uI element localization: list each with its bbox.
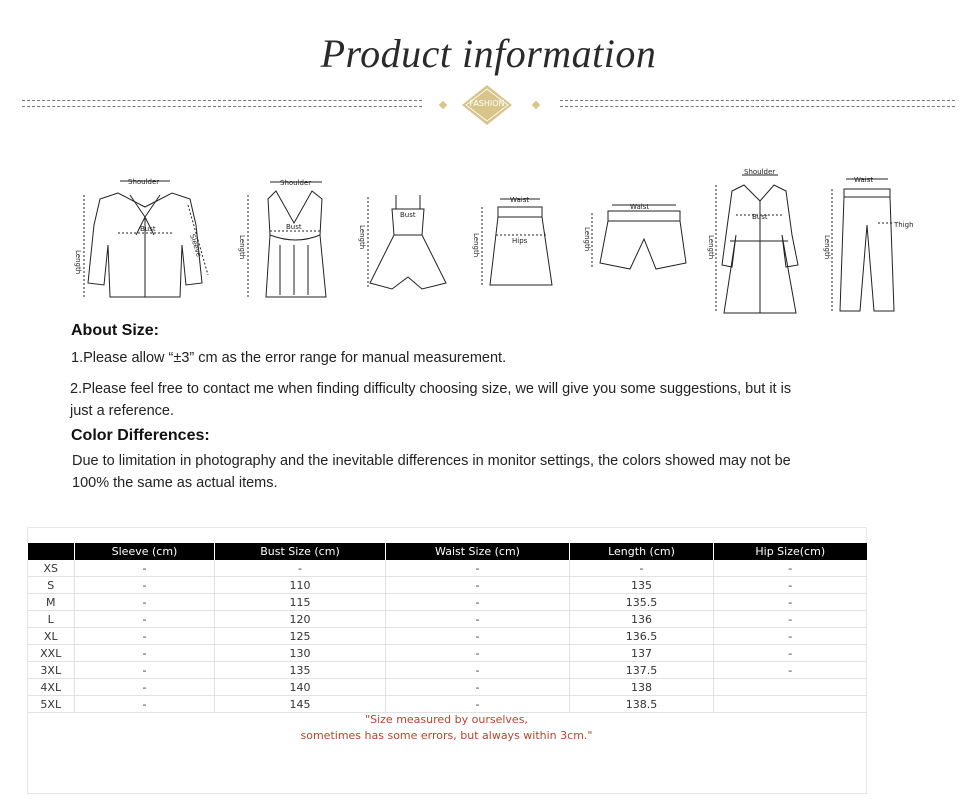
cell-bust: 145 [215,696,386,713]
column-header-bust: Bust Size (cm) [215,543,386,560]
cell-bust: - [215,560,386,577]
cell-hip: - [714,662,867,679]
cell-length: - [570,560,714,577]
vest-label-shoulder: Shoulder [280,179,312,187]
cell-length: 135 [570,577,714,594]
cell-length: 135.5 [570,594,714,611]
cell-bust: 135 [215,662,386,679]
cell-waist: - [386,645,570,662]
cell-bust: 120 [215,611,386,628]
cell-hip: - [714,577,867,594]
vest-top-icon [240,165,340,305]
cell-sleeve: - [75,611,215,628]
cell-bust: 130 [215,645,386,662]
cell-length: 136.5 [570,628,714,645]
color-differences-heading: Color Differences: [71,427,210,444]
cell-hip: - [714,645,867,662]
cell-sleeve: - [75,560,215,577]
blouse-label-bust: Bust [140,225,156,233]
cell-waist: - [386,628,570,645]
trousers-icon [822,165,922,320]
cell-waist: - [386,594,570,611]
coat-label-length: Length [707,235,715,260]
dress-label-bust: Bust [400,211,416,219]
trousers-label-length: Length [823,235,831,260]
cell-bust: 140 [215,679,386,696]
cell-waist: - [386,577,570,594]
trousers-label-waist: Waist [854,176,874,184]
blouse-label-length: Length [74,250,82,275]
garment-diagrams [0,165,977,320]
cell-size: XXL [28,645,75,662]
table-row [28,594,867,611]
cell-hip: - [714,594,867,611]
blouse-icon [70,165,215,305]
cell-bust: 125 [215,628,386,645]
fashion-badge-label: FASHION [469,99,505,108]
size-note-line-2: sometimes has some errors, but always within 3cm." [300,729,593,742]
cell-length: 138 [570,679,714,696]
about-size-item-1: 1.Please allow “±3” cm as the error range for manual measurement. [71,350,507,366]
cell-length: 136 [570,611,714,628]
strap-dress-icon [358,165,452,305]
size-table-header [28,543,867,560]
cell-size: 3XL [28,662,75,679]
color-differences-line-1: Due to limitation in photography and the inevitable differences in monitor settings, the colors showed may not be [72,453,791,469]
column-header-waist: Waist Size (cm) [386,543,570,560]
table-row [28,679,867,696]
divider-right [560,100,955,107]
table-row [28,577,867,594]
size-table [27,543,867,713]
cell-size: 4XL [28,679,75,696]
coat-label-bust: Bust [752,213,768,221]
column-header-size [28,543,75,560]
cell-size: S [28,577,75,594]
coat-label-shoulder: Shoulder [744,168,776,176]
column-header-length: Length (cm) [570,543,714,560]
skirt-icon [470,165,560,305]
table-row [28,645,867,662]
cell-hip: - [714,611,867,628]
blouse-label-shoulder: Shoulder [128,178,160,186]
cell-waist: - [386,662,570,679]
skirt-label-waist: Waist [510,196,530,204]
table-row [28,611,867,628]
table-row [28,662,867,679]
cell-size: XS [28,560,75,577]
cell-waist: - [386,696,570,713]
cell-sleeve: - [75,679,215,696]
diamond-right-icon [532,101,540,109]
color-differences-line-2: 100% the same as actual items. [72,475,278,491]
cell-sleeve: - [75,577,215,594]
cell-hip: - [714,560,867,577]
cell-sleeve: - [75,628,215,645]
cell-hip [714,696,867,713]
divider-left [22,100,422,107]
column-header-hip: Hip Size(cm) [714,543,867,560]
cell-hip [714,679,867,696]
vest-label-bust: Bust [286,223,302,231]
column-header-sleeve: Sleeve (cm) [75,543,215,560]
trench-coat-icon [706,165,806,320]
cell-hip: - [714,628,867,645]
cell-waist: - [386,560,570,577]
cell-sleeve: - [75,645,215,662]
about-size-item-2-line-2: just a reference. [70,403,174,419]
cell-size: XL [28,628,75,645]
table-row [28,560,867,577]
cell-size: M [28,594,75,611]
shorts-label-length: Length [583,227,591,252]
skirt-label-length: Length [472,233,480,258]
shorts-label-waist: Waist [630,203,650,211]
size-note-line-1: "Size measured by ourselves, [365,713,528,726]
cell-bust: 110 [215,577,386,594]
skirt-label-hips: Hips [512,237,528,245]
cell-length: 137.5 [570,662,714,679]
cell-waist: - [386,611,570,628]
about-size-item-2-line-1: 2.Please feel free to contact me when finding difficulty choosing size, we will give you some suggestions, but it is [70,381,792,397]
page-title: Product information [320,31,657,76]
cell-size: L [28,611,75,628]
table-row [28,696,867,713]
cell-bust: 115 [215,594,386,611]
table-row [28,628,867,645]
cell-length: 137 [570,645,714,662]
cell-sleeve: - [75,662,215,679]
trousers-label-thigh: Thigh [894,221,914,229]
cell-waist: - [386,679,570,696]
cell-length: 138.5 [570,696,714,713]
vest-label-length: Length [238,235,246,260]
dress-label-length: Length [358,225,366,250]
cell-size: 5XL [28,696,75,713]
blouse-label-sleeve: Sleeve [188,233,203,258]
shorts-icon [582,165,692,305]
diamond-left-icon [439,101,447,109]
cell-sleeve: - [75,696,215,713]
cell-sleeve: - [75,594,215,611]
about-size-heading: About Size: [71,322,159,339]
